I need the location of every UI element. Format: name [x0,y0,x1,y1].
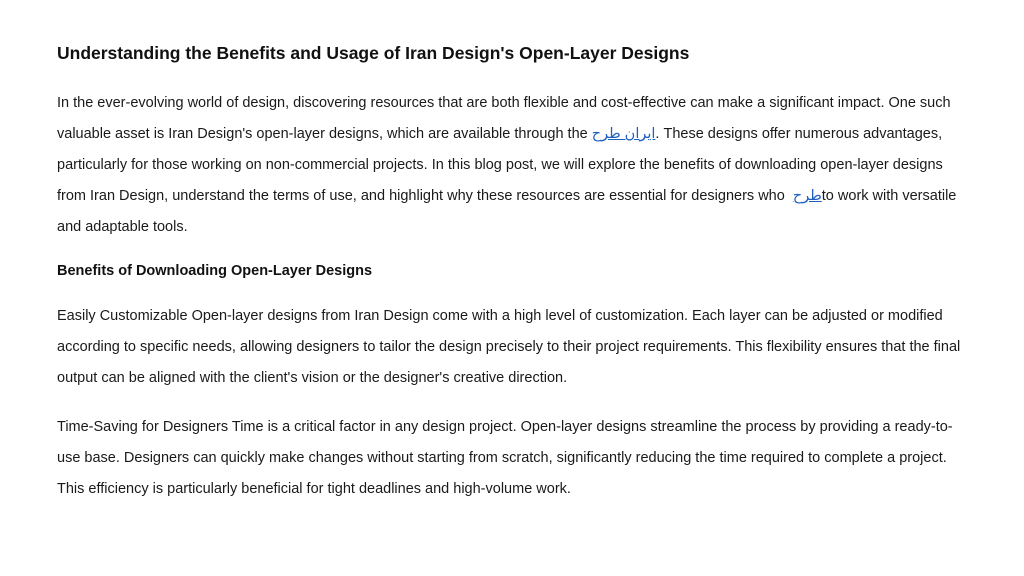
intro-text-3: to work with versatile and adaptable tools. [57,188,957,235]
intro-text-2: . These designs offer numerous advantages, particularly for those working on non-commercial projects. In this blog post, we will explore the benefits of downloading open-layer designs from Iran Design, understand the terms of use, and highlight why these resources are essential for designers who [57,126,943,204]
iran-tarh-link[interactable]: ایران طرح [591,126,656,142]
intro-text-1: In the ever-evolving world of design, discovering resources that are both flexible and cost-effective can make a significant impact. One such valuable asset is Iran Design's open-layer designs, which are available through the [57,95,951,142]
customizable-paragraph: Easily Customizable Open-layer designs from Iran Design come with a high level of customization. Each layer can be adjusted or modified according to specific needs, allowing designers to tailor the design precisely to their project requirements. This flexibility ensures that the final output can be aligned with the client's vision or the designer's creative direction. [57,308,961,386]
time-saving-paragraph: Time-Saving for Designers Time is a critical factor in any design project. Open-layer designs streamline the process by providing a ready-to-use base. Designers can quickly make changes without starting from scratch, significantly reducing the time required to complete a project. This efficiency is particularly beneficial for tight deadlines and high-volume work. [57,419,953,497]
document-page [57,40,967,523]
intro-paragraph [57,88,967,243]
benefits-heading: Benefits of Downloading Open-Layer Designs [57,263,373,279]
tarh-link[interactable]: طرح [792,188,822,204]
article-title: Understanding the Benefits and Usage of Iran Design's Open-Layer Designs [57,43,690,63]
